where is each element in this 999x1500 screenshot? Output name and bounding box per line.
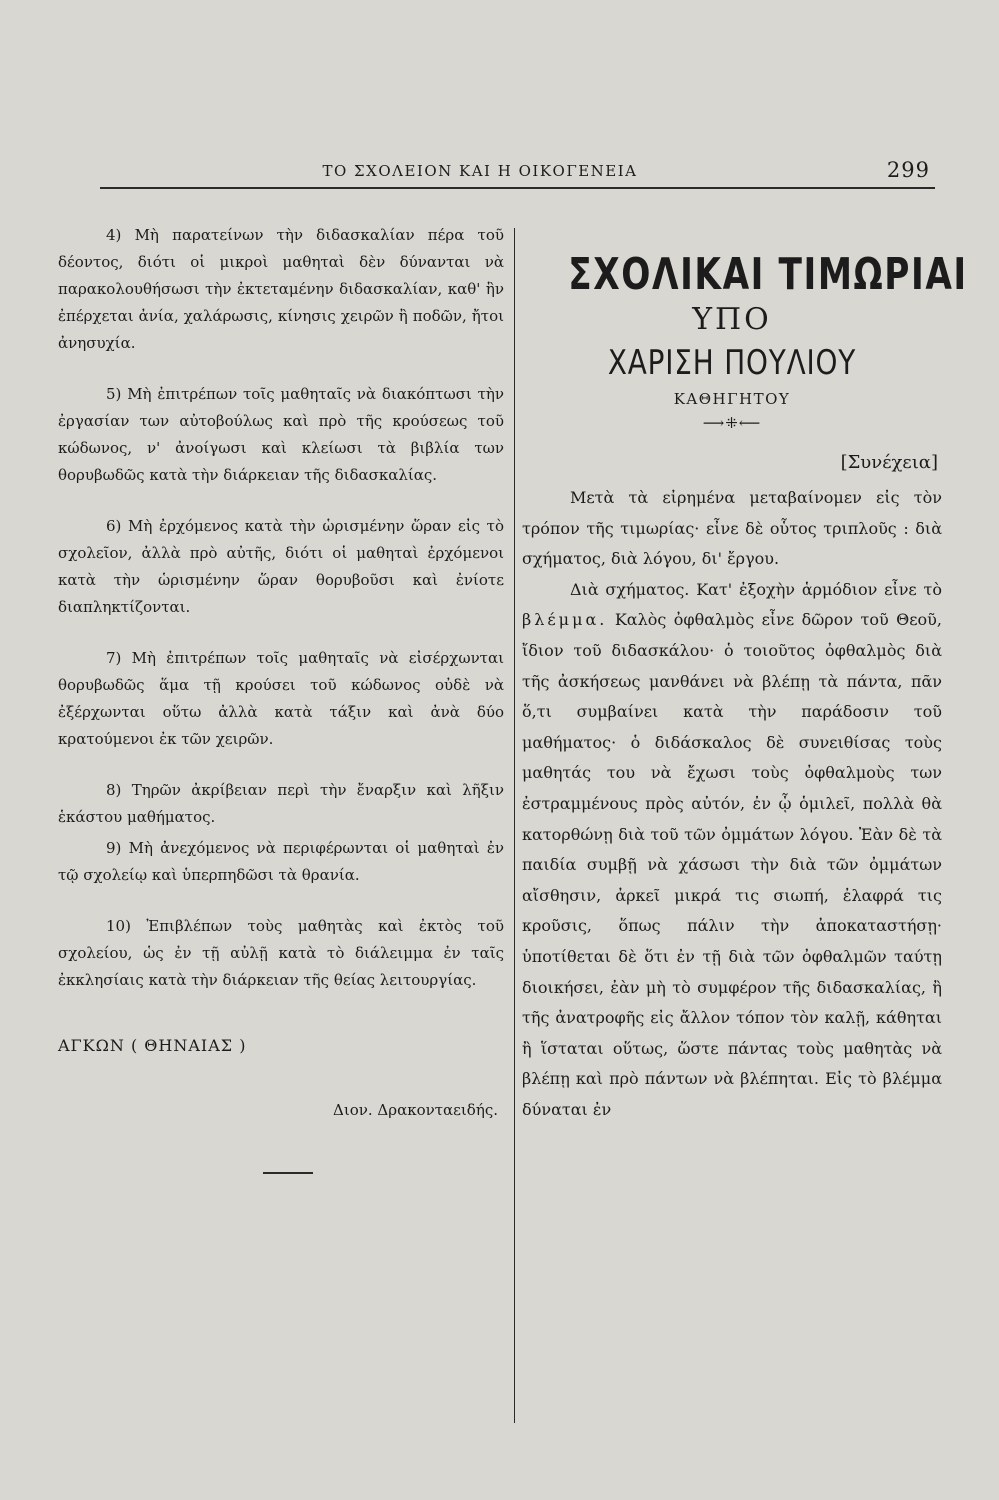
right-column: [522, 249, 968, 1440]
paragraph-item-6: 6) Μὴ ἐρχόμενος κατὰ τὴν ὡρισμένην ὥραν εἰς τὸ σχολεῖον, ἀλλὰ πρὸ αὐτῆς, διότι οἱ μαθηταὶ ἐρχόμενοι κατὰ τὴν ὡρισμένην ὥραν θορυβοῦσι καὶ ἐνίοτε διαπληκτίζονται.: [58, 517, 504, 616]
article-author-role: ΚΑΘΗΓΗΤΟΥ: [673, 390, 791, 408]
paragraph-item-5: 5) Μὴ ἐπιτρέπων τοῖς μαθηταῖς νὰ διακόπτωσι τὴν ἐργασίαν των αὐτοβούλως καὶ πρὸ τῆς κρούσεως τοῦ κώδωνος, ν' ἀνοίγωσι καὶ κλείωσι τὰ βιβλία των θορυβωδῶς κατὰ τὴν διάρκειαν τῆς διδασκαλίας.: [58, 385, 504, 484]
column-divider: [514, 228, 515, 1423]
left-column: [58, 222, 504, 1302]
ornament-icon: ⟶⁜⟵: [702, 414, 762, 432]
paragraph-item-9: 9) Μὴ ἀνεχόμενος νὰ περιφέρωνται οἱ μαθηταὶ ἐν τῷ σχολείῳ καὶ ὑπερπηδῶσι τὰ θρανία.: [58, 839, 504, 884]
article-title: ΣΧΟΛΙΚΑΙ ΤΙΜΩΡΙΑΙ: [568, 249, 968, 300]
author-signature: Διον. Δρακονταειδής.: [333, 1101, 498, 1119]
running-title: ΤΟ ΣΧΟΛΕΙΟΝ ΚΑΙ Η ΟΙΚΟΓΕΝΕΙΑ: [322, 162, 638, 180]
section-lead: Διὰ σχήματος.: [570, 579, 690, 599]
running-header: [100, 160, 940, 186]
article-paragraph-2: [522, 575, 942, 1126]
article-paragraph-1: Μετὰ τὰ εἰρημένα μεταβαίνομεν εἰς τὸν τρόπον τῆς τιμωρίας· εἶνε δὲ οὗτος τριπλοῦς : διὰ σχήματος, διὰ λόγου, δι' ἔργου.: [522, 488, 942, 569]
article-author: ΧΑΡΙΣΗ ΠΟΥΛΙΟΥ: [607, 343, 857, 383]
place-name: ΑΓΚΩΝ ( ΘΗΝΑΙΑΣ ): [58, 1036, 247, 1055]
paragraph-item-7: 7) Μὴ ἐπιτρέπων τοῖς μαθηταῖς νὰ εἰσέρχωνται θορυβωδῶς ἅμα τῇ κρούσει τοῦ κώδωνος οὐδὲ νὰ ἐξέρχωνται οὕτω ἀλλὰ κατὰ τάξιν καὶ ἀνὰ δύο κρατούμενοι ἐκ τῶν χειρῶν.: [58, 649, 504, 748]
continued-note: [Συνέχεια]: [840, 452, 938, 473]
page-number: 299: [886, 158, 930, 182]
end-rule: [263, 1172, 313, 1174]
article-paragraph-2-a: Κατ' ἐξοχὴν ἁρμόδιον εἶνε τὸ: [696, 579, 943, 599]
paragraph-item-10: 10) Ἐπιβλέπων τοὺς μαθητὰς καὶ ἐκτὸς τοῦ σχολείου, ὡς ἐν τῇ αὐλῇ κατὰ τὸ διάλειμμα ἐν ταῖς ἐκκλησίαις κατὰ τὴν διάρκειαν τῆς θείας λειτουργίας.: [58, 917, 504, 989]
emphasis-term: βλέμμα.: [522, 610, 608, 630]
paragraph-item-8: 8) Τηρῶν ἀκρίβειαν περὶ τὴν ἔναρξιν καὶ λῆξιν ἑκάστου μαθήματος.: [58, 781, 504, 826]
header-rule: [100, 187, 935, 189]
article-by-line: ΥΠΟ: [692, 302, 772, 337]
article-paragraph-2-b: Καλὸς ὀφθαλμὸς εἶνε δῶρον τοῦ Θεοῦ, ἴδιον τοῦ διδασκάλου· ὁ τοιοῦτος ὀφθαλμὸς διὰ τῆς ἀσκήσεως μανθάνει νὰ βλέπῃ τὰ πάντα, πᾶν ὅ,τι συμβαίνει κατὰ τὴν παράδοσιν τοῦ μαθήματος· ὁ διδάσκαλος δὲ συνειθίσας τοὺς μαθητάς του νὰ ἔχωσι τοὺς ὀφθαλμοὺς των ἐστραμμένους πρὸς αὐτόν, ἐν ᾧ ὁμιλεῖ, πολλὰ θὰ κατορθώνῃ διὰ τοῦ τῶν ὀμμάτων λόγου. Ἐὰν δὲ τὰ παιδία συμβῇ νὰ χάσωσι τὴν διὰ τῶν ὀμμάτων αἴσθησιν, ἀρκεῖ μικρά τις σιωπή, ἐλαφρά τις κροῦσις, ὅπως πάλιν τὴν ἀποκαταστήσῃ· ὑποτίθεται δὲ ὅτι ἐν τῇ διὰ τῶν ὀφθαλμῶν ταύτῃ διοικήσει, ἐὰν μὴ τὸ συμφέρον τῆς διδασκαλίας, ἢ τῆς ἀνατροφῆς εἰς ἄλλον τόπον τὸν καλῇ, κάθηται ἢ ἵσταται οὕτως, ὥστε πάντας τοὺς μαθητὰς νὰ βλέπῃ καὶ πρὸ πάντων νὰ βλέπηται. Εἰς τὸ βλέμμα δύναται ἐν: [522, 610, 942, 1119]
paragraph-item-4: 4) Μὴ παρατείνων τὴν διδασκαλίαν πέρα τοῦ δέοντος, διότι οἱ μικροὶ μαθηταὶ δὲν δύνανται νὰ παρακολουθήσωσι τὴν ἐκτεταμένην διδασκαλίαν, καθ' ἣν ἐπέρχεται ἀνία, χαλάρωσις, κίνησις χειρῶν ἢ ποδῶν, ἤτοι ἀνησυχία.: [58, 226, 504, 352]
article-body: [522, 483, 942, 1125]
